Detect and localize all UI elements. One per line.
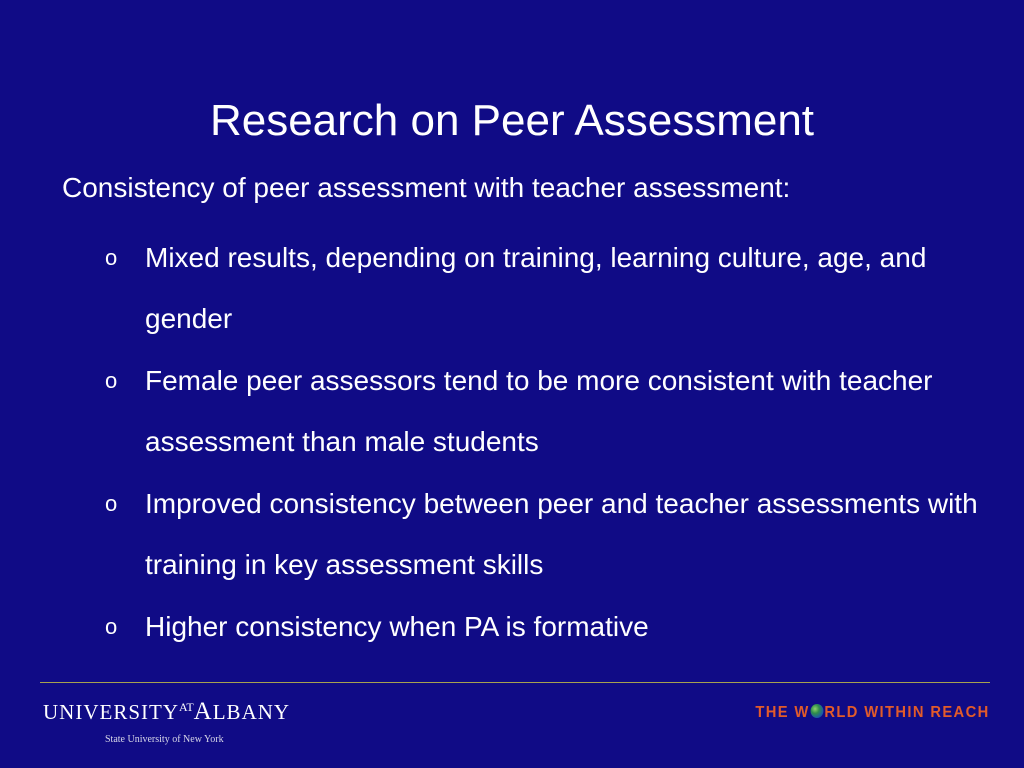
footer-divider <box>40 682 990 683</box>
bullet-text: Improved consistency between peer and teacher assessments with training in key assessment skills <box>145 488 978 580</box>
tagline-left: THE W <box>755 704 811 721</box>
bullet-item <box>105 605 985 657</box>
logo-prefix: UNIVERSITY <box>43 700 179 724</box>
bullet-text: Higher consistency when PA is formative <box>145 611 649 642</box>
bullet-marker-icon: o <box>105 491 118 516</box>
intro-text: Consistency of peer assessment with teacher assessment: <box>62 172 791 203</box>
bullet-list <box>105 236 985 667</box>
bullet-text: Mixed results, depending on training, learning culture, age, and gender <box>145 242 927 334</box>
bullet-marker-icon: o <box>105 614 118 639</box>
tagline <box>756 704 990 722</box>
slide-title: Research on Peer Assessment <box>209 96 815 146</box>
bullet-marker-icon: o <box>105 368 118 393</box>
tagline-right: RLD WITHIN REACH <box>824 704 990 721</box>
university-name <box>43 700 290 727</box>
bullet-marker-icon: o <box>105 245 118 270</box>
logo-suffix: LBANY <box>212 700 291 724</box>
logo-a: A <box>193 698 213 725</box>
university-logo <box>43 700 290 747</box>
bullet-item <box>105 482 985 595</box>
university-subtitle: State University of New York <box>105 734 224 745</box>
logo-at: AT <box>179 700 194 714</box>
globe-icon <box>811 704 824 718</box>
bullet-item <box>105 236 985 349</box>
bullet-item <box>105 359 985 472</box>
bullet-text: Female peer assessors tend to be more consistent with teacher assessment than male students <box>145 365 933 457</box>
